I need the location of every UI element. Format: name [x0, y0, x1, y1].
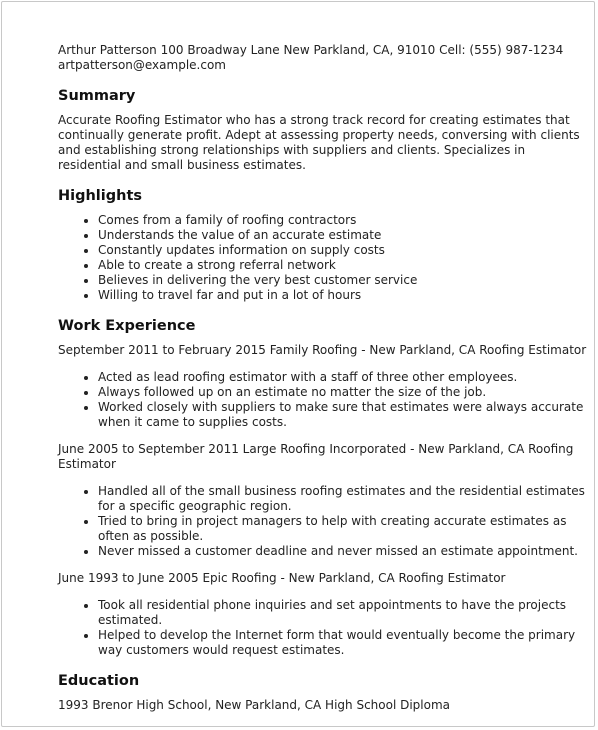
job-bullet: • Always followed up on an estimate no matter the size of the job.: [98, 385, 588, 400]
job-entry: [58, 442, 588, 559]
highlight-item: • Comes from a family of roofing contractors: [98, 213, 588, 228]
highlight-item: • Able to create a strong referral network: [98, 258, 588, 273]
contact-address-line: Arthur Patterson 100 Broadway Lane New Parkland, CA, 91010 Cell: (555) 987-1234: [58, 43, 564, 57]
job-title-line: September 2011 to February 2015 Family Roofing - New Parkland, CA Roofing Estimator: [58, 343, 587, 357]
job-bullet-list: [58, 598, 588, 658]
job-entry: [58, 343, 588, 430]
job-bullet: • Acted as lead roofing estimator with a staff of three other employees.: [98, 370, 588, 385]
work-experience-heading: Work Experience: [58, 318, 196, 334]
job-bullet: • Handled all of the small business roofing estimates and the residential estimates for a specific geographic region.: [98, 484, 588, 514]
highlight-item: • Constantly updates information on supply costs: [98, 243, 588, 258]
resume-content: [58, 43, 588, 713]
job-bullet: • Never missed a customer deadline and never missed an estimate appointment.: [98, 544, 588, 559]
job-title-line: June 2005 to September 2011 Large Roofing Incorporated - New Parkland, CA Roofing Estimator: [58, 442, 574, 471]
job-title-line: June 1993 to June 2005 Epic Roofing - New Parkland, CA Roofing Estimator: [58, 571, 506, 585]
education-heading: Education: [58, 673, 140, 689]
job-bullet: • Took all residential phone inquiries and set appointments to have the projects estimated.: [98, 598, 588, 628]
summary-text: Accurate Roofing Estimator who has a strong track record for creating estimates that continually generate profit. Adept at assessing property needs, conversing with clients and establishing strong relationships with suppliers and clients. Specializes in residential and small business estimates.: [58, 113, 580, 172]
job-bullet: • Tried to bring in project managers to help with creating accurate estimates as often as possible.: [98, 514, 588, 544]
highlight-item: • Believes in delivering the very best customer service: [98, 273, 588, 288]
summary-heading: Summary: [58, 88, 136, 104]
job-bullet: • Worked closely with suppliers to make sure that estimates were always accurate when it came to supplies costs.: [98, 400, 588, 430]
job-bullet: • Helped to develop the Internet form that would eventually become the primary way customers would request estimates.: [98, 628, 588, 658]
education-line: 1993 Brenor High School, New Parkland, CA High School Diploma: [58, 698, 451, 712]
resume-page: [1, 1, 595, 727]
highlights-heading: Highlights: [58, 188, 143, 204]
highlight-item: • Willing to travel far and put in a lot of hours: [98, 288, 588, 303]
job-bullet-list: [58, 484, 588, 559]
highlight-item: • Understands the value of an accurate estimate: [98, 228, 588, 243]
highlights-list: [58, 213, 588, 303]
job-entry: [58, 571, 588, 658]
contact-email: artpatterson@example.com: [58, 58, 226, 72]
job-bullet-list: [58, 370, 588, 430]
